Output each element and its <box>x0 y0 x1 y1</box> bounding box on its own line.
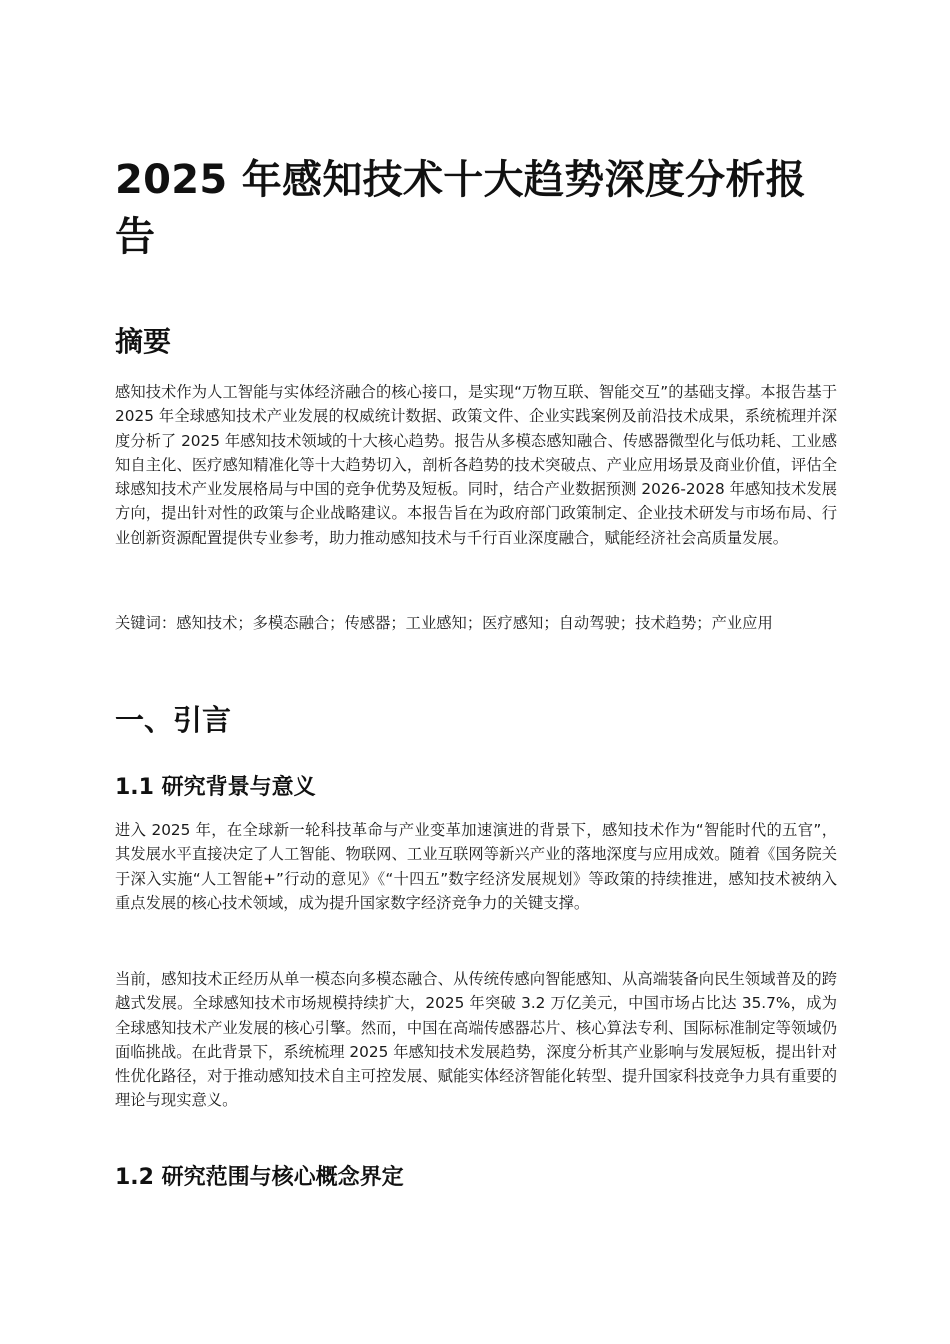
document-title: 2025 年感知技术十大趋势深度分析报告 <box>115 157 806 260</box>
background-paragraph-1: 进入 2025 年，在全球新一轮科技革命与产业变革加速演进的背景下，感知技术作为“智能时代的五官”，其发展水平直接决定了人工智能、物联网、工业互联网等新兴产业的落地深度与应用成效。随着《国务院关于深入实施“人工智能+”行动的意见》《“十四五”数字经济发展规划》等政策的持续推进，感知技术被纳入重点发展的核心技术领域，成为提升国家数字经济竞争力的关键支撑。 <box>115 821 837 912</box>
abstract-paragraph: 感知技术作为人工智能与实体经济融合的核心接口，是实现“万物互联、智能交互”的基础支撑。本报告基于 2025 年全球感知技术产业发展的权威统计数据、政策文件、企业实践案例及前沿技术成果，系统梳理并深度分析了 2025 年感知技术领域的十大核心趋势。报告从多模态感知融合、传感器微型化与低功耗、工业感知自主化、医疗感知精准化等十大趋势切入，剖析各趋势的技术突破点、产业应用场景及商业价值，评估全球感知技术产业发展格局与中国的竞争优势及短板。同时，结合产业数据预测 2026-2028 年感知技术发展方向，提出针对性的政策与企业战略建议。本报告旨在为政府部门政策制定、企业技术研发与市场布局、行业创新资源配置提供专业参考，助力推动感知技术与千行百业深度融合，赋能经济社会高质量发展。 <box>115 383 837 547</box>
keywords-paragraph: 关键词：感知技术；多模态融合；传感器；工业感知；医疗感知；自动驾驶；技术趋势；产业应用 <box>115 614 773 632</box>
background-paragraph-2: 当前，感知技术正经历从单一模态向多模态融合、从传统传感向智能感知、从高端装备向民生领域普及的跨越式发展。全球感知技术市场规模持续扩大，2025 年突破 3.2 万亿美元，中国市场占比达 35.7%，成为全球感知技术产业发展的核心引擎。然而，中国在高端传感器芯片、核心算法专利、国际标准制定等领域仍面临挑战。在此背景下，系统梳理 2025 年感知技术发展趋势，深度分析其产业影响与发展短板，提出针对性优化路径，对于推动感知技术自主可控发展、赋能实体经济智能化转型、提升国家科技竞争力具有重要的理论与现实意义。 <box>115 970 837 1110</box>
section-heading-introduction: 一、引言 <box>115 703 232 737</box>
subsection-heading-scope: 1.2 研究范围与核心概念界定 <box>115 1165 404 1190</box>
abstract-heading: 摘要 <box>115 325 172 358</box>
subsection-heading-background: 1.1 研究背景与意义 <box>115 775 316 800</box>
